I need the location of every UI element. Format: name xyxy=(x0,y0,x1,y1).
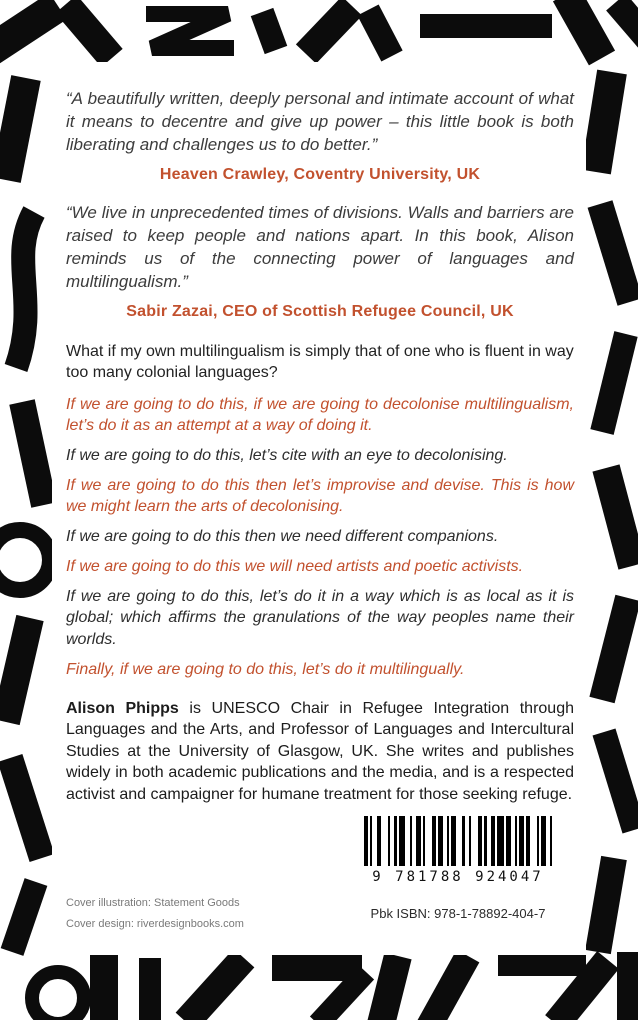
manifesto-intro: What if my own multilingualism is simply that of one who is fluent in way too many colonial languages? xyxy=(66,343,574,382)
barcode xyxy=(342,812,574,898)
author-bio-text: is UNESCO Chair in Refugee Integration through Languages and the Arts, and Professor of Languages and Intercultural Studies at the University of Glasgow, UK. She writes and publishes widely in both academic publications and the media, and is a respected activist and campaigner for humane treatment for those seeking refuge. xyxy=(66,699,575,803)
bottom-area xyxy=(66,812,576,947)
quote-zazai: “We live in unprecedented times of divisions. Walls and barriers are raised to keep people and nations apart. In this book, Alison reminds us of the connecting power of languages and multilingualism.” xyxy=(66,203,574,291)
manifesto-line-1: If we are going to do this, if we are going to decolonise multilingualism, let’s do it as an attempt at a way of doing it. xyxy=(66,395,574,434)
manifesto-line-5: If we are going to do this we will need artists and poetic activists. xyxy=(66,558,524,576)
cover-credits xyxy=(66,893,244,935)
quote-crawley-attribution: Heaven Crawley, Coventry University, UK xyxy=(159,166,481,184)
author-bio xyxy=(66,698,574,805)
manifesto-line-6: If we are going to do this, let’s do it in a way which is as local as it is global; which affirms the granulations of the way peoples name their worlds. xyxy=(66,588,574,648)
quote-zazai-attribution: Sabir Zazai, CEO of Scottish Refugee Council, UK xyxy=(126,303,514,321)
credit-illustration: Cover illustration: Statement Goods xyxy=(66,897,240,910)
manifesto-line-3: If we are going to do this then let’s improvise and devise. This is how we might learn the arts of decolonising. xyxy=(66,476,574,516)
content-panel xyxy=(52,62,586,955)
barcode-digits: 9 781788 924047 xyxy=(372,869,544,885)
quote-crawley: “A beautifully written, deeply personal and intimate account of what it means to decentre and give up power – this little book is both liberating and challenges us to do better.” xyxy=(66,89,574,154)
manifesto-line-2: If we are going to do this, let’s cite with an eye to decolonising. xyxy=(66,446,508,464)
barcode-bars xyxy=(364,816,553,866)
isbn-label: Pbk ISBN: 978-1-78892-404-7 xyxy=(370,906,546,921)
manifesto-line-4: If we are going to do this then we need different companions. xyxy=(66,528,499,546)
credit-design: Cover design: riverdesignbooks.com xyxy=(66,918,244,931)
author-name: Alison Phipps xyxy=(66,699,179,717)
manifesto-line-7: Finally, if we are going to do this, let’s do it multilingually. xyxy=(66,660,465,678)
